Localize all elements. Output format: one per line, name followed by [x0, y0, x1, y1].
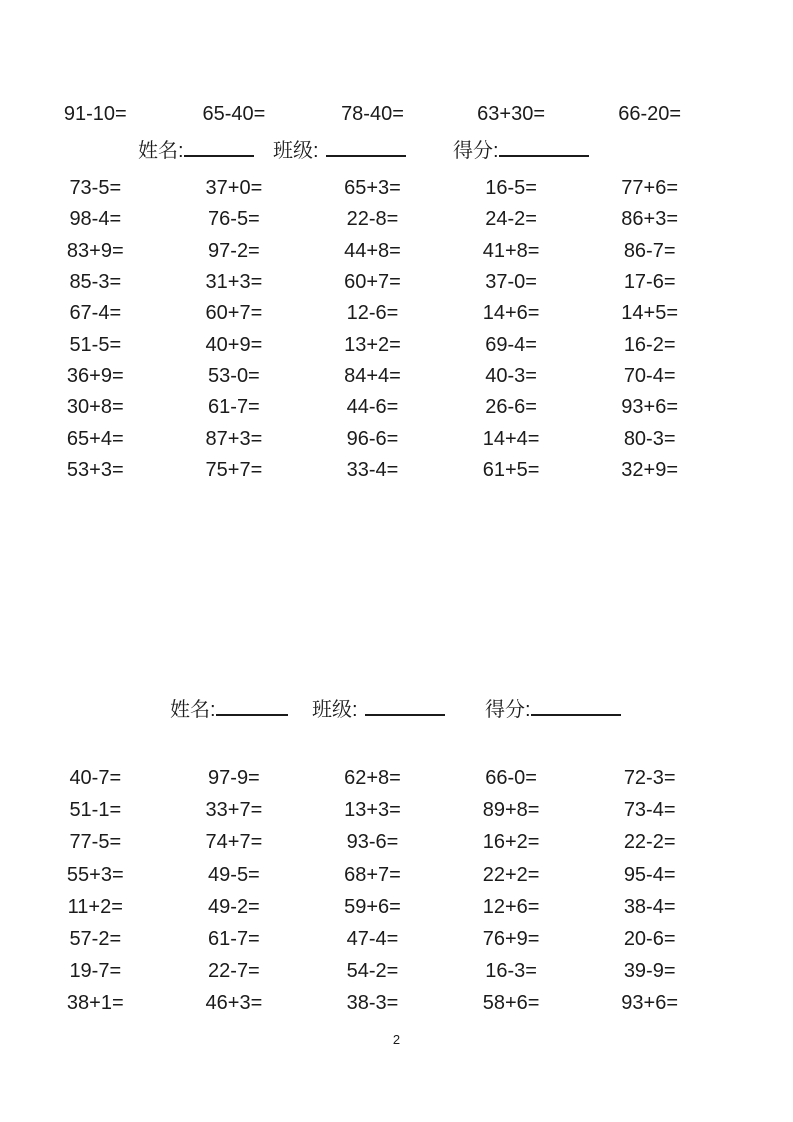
problem: 38-3= [346, 992, 399, 1015]
problem: 16-3= [485, 960, 537, 983]
problem: 77-5= [69, 831, 122, 854]
score-blank-line [531, 696, 621, 716]
name-field [138, 137, 254, 162]
problem: 84+4= [344, 365, 401, 388]
problem: 85-3= [69, 271, 122, 294]
class-field [273, 137, 406, 162]
problem: 76-5= [208, 208, 260, 231]
problem: 13+3= [344, 799, 401, 822]
class-blank-line [326, 137, 406, 157]
problem: 96-6= [346, 427, 399, 450]
problem-row [26, 460, 719, 491]
problem: 80-3= [623, 427, 676, 450]
problem: 61+5= [482, 459, 540, 482]
problem: 74+7= [205, 831, 263, 854]
problem: 78-40= [341, 103, 404, 125]
problem-row [26, 961, 719, 993]
worksheet-header [0, 137, 793, 163]
problem: 17-6= [623, 271, 676, 294]
problem: 97-2= [208, 239, 260, 262]
problem: 97-9= [208, 767, 260, 789]
problem: 40-7= [69, 767, 122, 789]
problem: 26-6= [485, 396, 537, 419]
problem: 33+7= [205, 799, 263, 822]
problem: 12-6= [346, 302, 399, 325]
name-blank-line [216, 696, 288, 716]
problem: 24-2= [485, 208, 537, 231]
problem: 39-9= [623, 960, 676, 983]
problem: 98-4= [69, 208, 122, 231]
problem: 55+3= [66, 863, 124, 886]
problem: 19-7= [69, 960, 122, 983]
problem: 63+30= [477, 103, 545, 125]
problem-row [26, 178, 719, 209]
problem: 44-6= [346, 396, 399, 419]
problem-grid-2 [26, 768, 719, 1026]
problem: 68+7= [344, 863, 401, 886]
score-field [485, 696, 621, 721]
class-label: 班级: [273, 140, 319, 162]
problem: 40-3= [485, 365, 537, 388]
problem: 37+0= [205, 177, 263, 199]
name-label: 姓名: [170, 699, 216, 721]
problem: 93+6= [621, 992, 679, 1015]
problem: 49-5= [208, 863, 260, 886]
problem: 60+7= [205, 302, 263, 325]
problem-row [26, 335, 719, 366]
problem: 61-7= [208, 396, 260, 419]
problem: 40+9= [205, 333, 263, 356]
problem-row [26, 241, 719, 272]
problem: 58+6= [482, 992, 540, 1015]
score-blank-line [499, 137, 589, 157]
problem-row [26, 209, 719, 240]
problem: 36+9= [66, 365, 124, 388]
problem-row [26, 366, 719, 397]
problem: 62+8= [344, 767, 401, 789]
problem: 53+3= [66, 459, 124, 482]
problem-row [26, 303, 719, 334]
problem: 60+7= [344, 271, 401, 294]
score-label: 得分: [485, 699, 531, 721]
problem: 65+4= [66, 427, 124, 450]
name-field [170, 696, 288, 721]
problem: 22-7= [208, 960, 260, 983]
problem: 86-7= [623, 239, 676, 262]
problem: 38+1= [66, 992, 124, 1015]
problem: 11+2= [67, 895, 123, 918]
problem: 73-4= [623, 799, 676, 822]
problem: 41+8= [482, 239, 540, 262]
problem: 33-4= [346, 459, 399, 482]
class-blank-line [365, 696, 445, 716]
problem: 54-2= [346, 960, 399, 983]
problem: 16-5= [485, 177, 537, 199]
class-label: 班级: [312, 699, 358, 721]
problem: 12+6= [482, 895, 540, 918]
problem: 13+2= [344, 333, 401, 356]
problem-row [26, 429, 719, 460]
problem: 22+2= [482, 863, 540, 886]
problem: 14+4= [482, 427, 540, 450]
problem: 16-2= [623, 333, 676, 356]
problem: 73-5= [69, 177, 122, 199]
problem: 47-4= [346, 927, 399, 950]
problem: 20-6= [623, 927, 676, 950]
problem: 91-10= [63, 103, 127, 125]
score-label: 得分: [453, 140, 499, 162]
problem: 86+3= [621, 208, 679, 231]
problem: 49-2= [208, 895, 260, 918]
name-label: 姓名: [138, 140, 184, 162]
problem: 72-3= [623, 767, 676, 789]
score-field [453, 137, 589, 162]
problem: 93+6= [621, 396, 679, 419]
problem: 95-4= [623, 863, 676, 886]
class-field [312, 696, 445, 721]
problem: 59+6= [344, 895, 401, 918]
problem-row [26, 768, 719, 800]
problem: 46+3= [205, 992, 263, 1015]
problem-row [26, 397, 719, 428]
problem-row [26, 272, 719, 303]
problem: 44+8= [344, 239, 401, 262]
problem-row [26, 897, 719, 929]
name-blank-line [184, 137, 254, 157]
problem: 70-4= [623, 365, 676, 388]
problem: 66-0= [485, 767, 537, 789]
problem: 22-2= [623, 831, 676, 854]
problem: 87+3= [205, 427, 263, 450]
problem: 65-40= [202, 103, 266, 125]
problem-row [26, 832, 719, 864]
problem: 77+6= [621, 177, 679, 199]
worksheet-header [0, 696, 793, 722]
problem: 61-7= [208, 927, 260, 950]
problem-grid-1 [26, 178, 719, 491]
problem: 83+9= [66, 239, 124, 262]
problem: 38-4= [623, 895, 676, 918]
problem: 65+3= [344, 177, 401, 199]
problem-row [26, 800, 719, 832]
problem: 32+9= [621, 459, 679, 482]
problem-row [26, 104, 719, 126]
problem: 75+7= [205, 459, 263, 482]
problem: 76+9= [482, 927, 540, 950]
problem-row [26, 865, 719, 897]
problem: 22-8= [346, 208, 399, 231]
problem: 57-2= [69, 927, 122, 950]
problem: 51-1= [69, 799, 122, 822]
problem-row [26, 993, 719, 1025]
problem: 53-0= [208, 365, 260, 388]
problem: 30+8= [66, 396, 124, 419]
problem: 93-6= [346, 831, 399, 854]
problem: 16+2= [482, 831, 540, 854]
problem: 89+8= [482, 799, 540, 822]
problem: 69-4= [485, 333, 537, 356]
problem-row [26, 929, 719, 961]
problem: 14+6= [482, 302, 540, 325]
continuation-problem-row [26, 104, 719, 126]
problem: 14+5= [621, 302, 679, 325]
page-number: 2 [392, 1032, 401, 1047]
problem: 51-5= [69, 333, 122, 356]
problem: 37-0= [485, 271, 537, 294]
problem: 31+3= [205, 271, 263, 294]
problem: 67-4= [69, 302, 122, 325]
problem: 66-20= [618, 103, 682, 125]
